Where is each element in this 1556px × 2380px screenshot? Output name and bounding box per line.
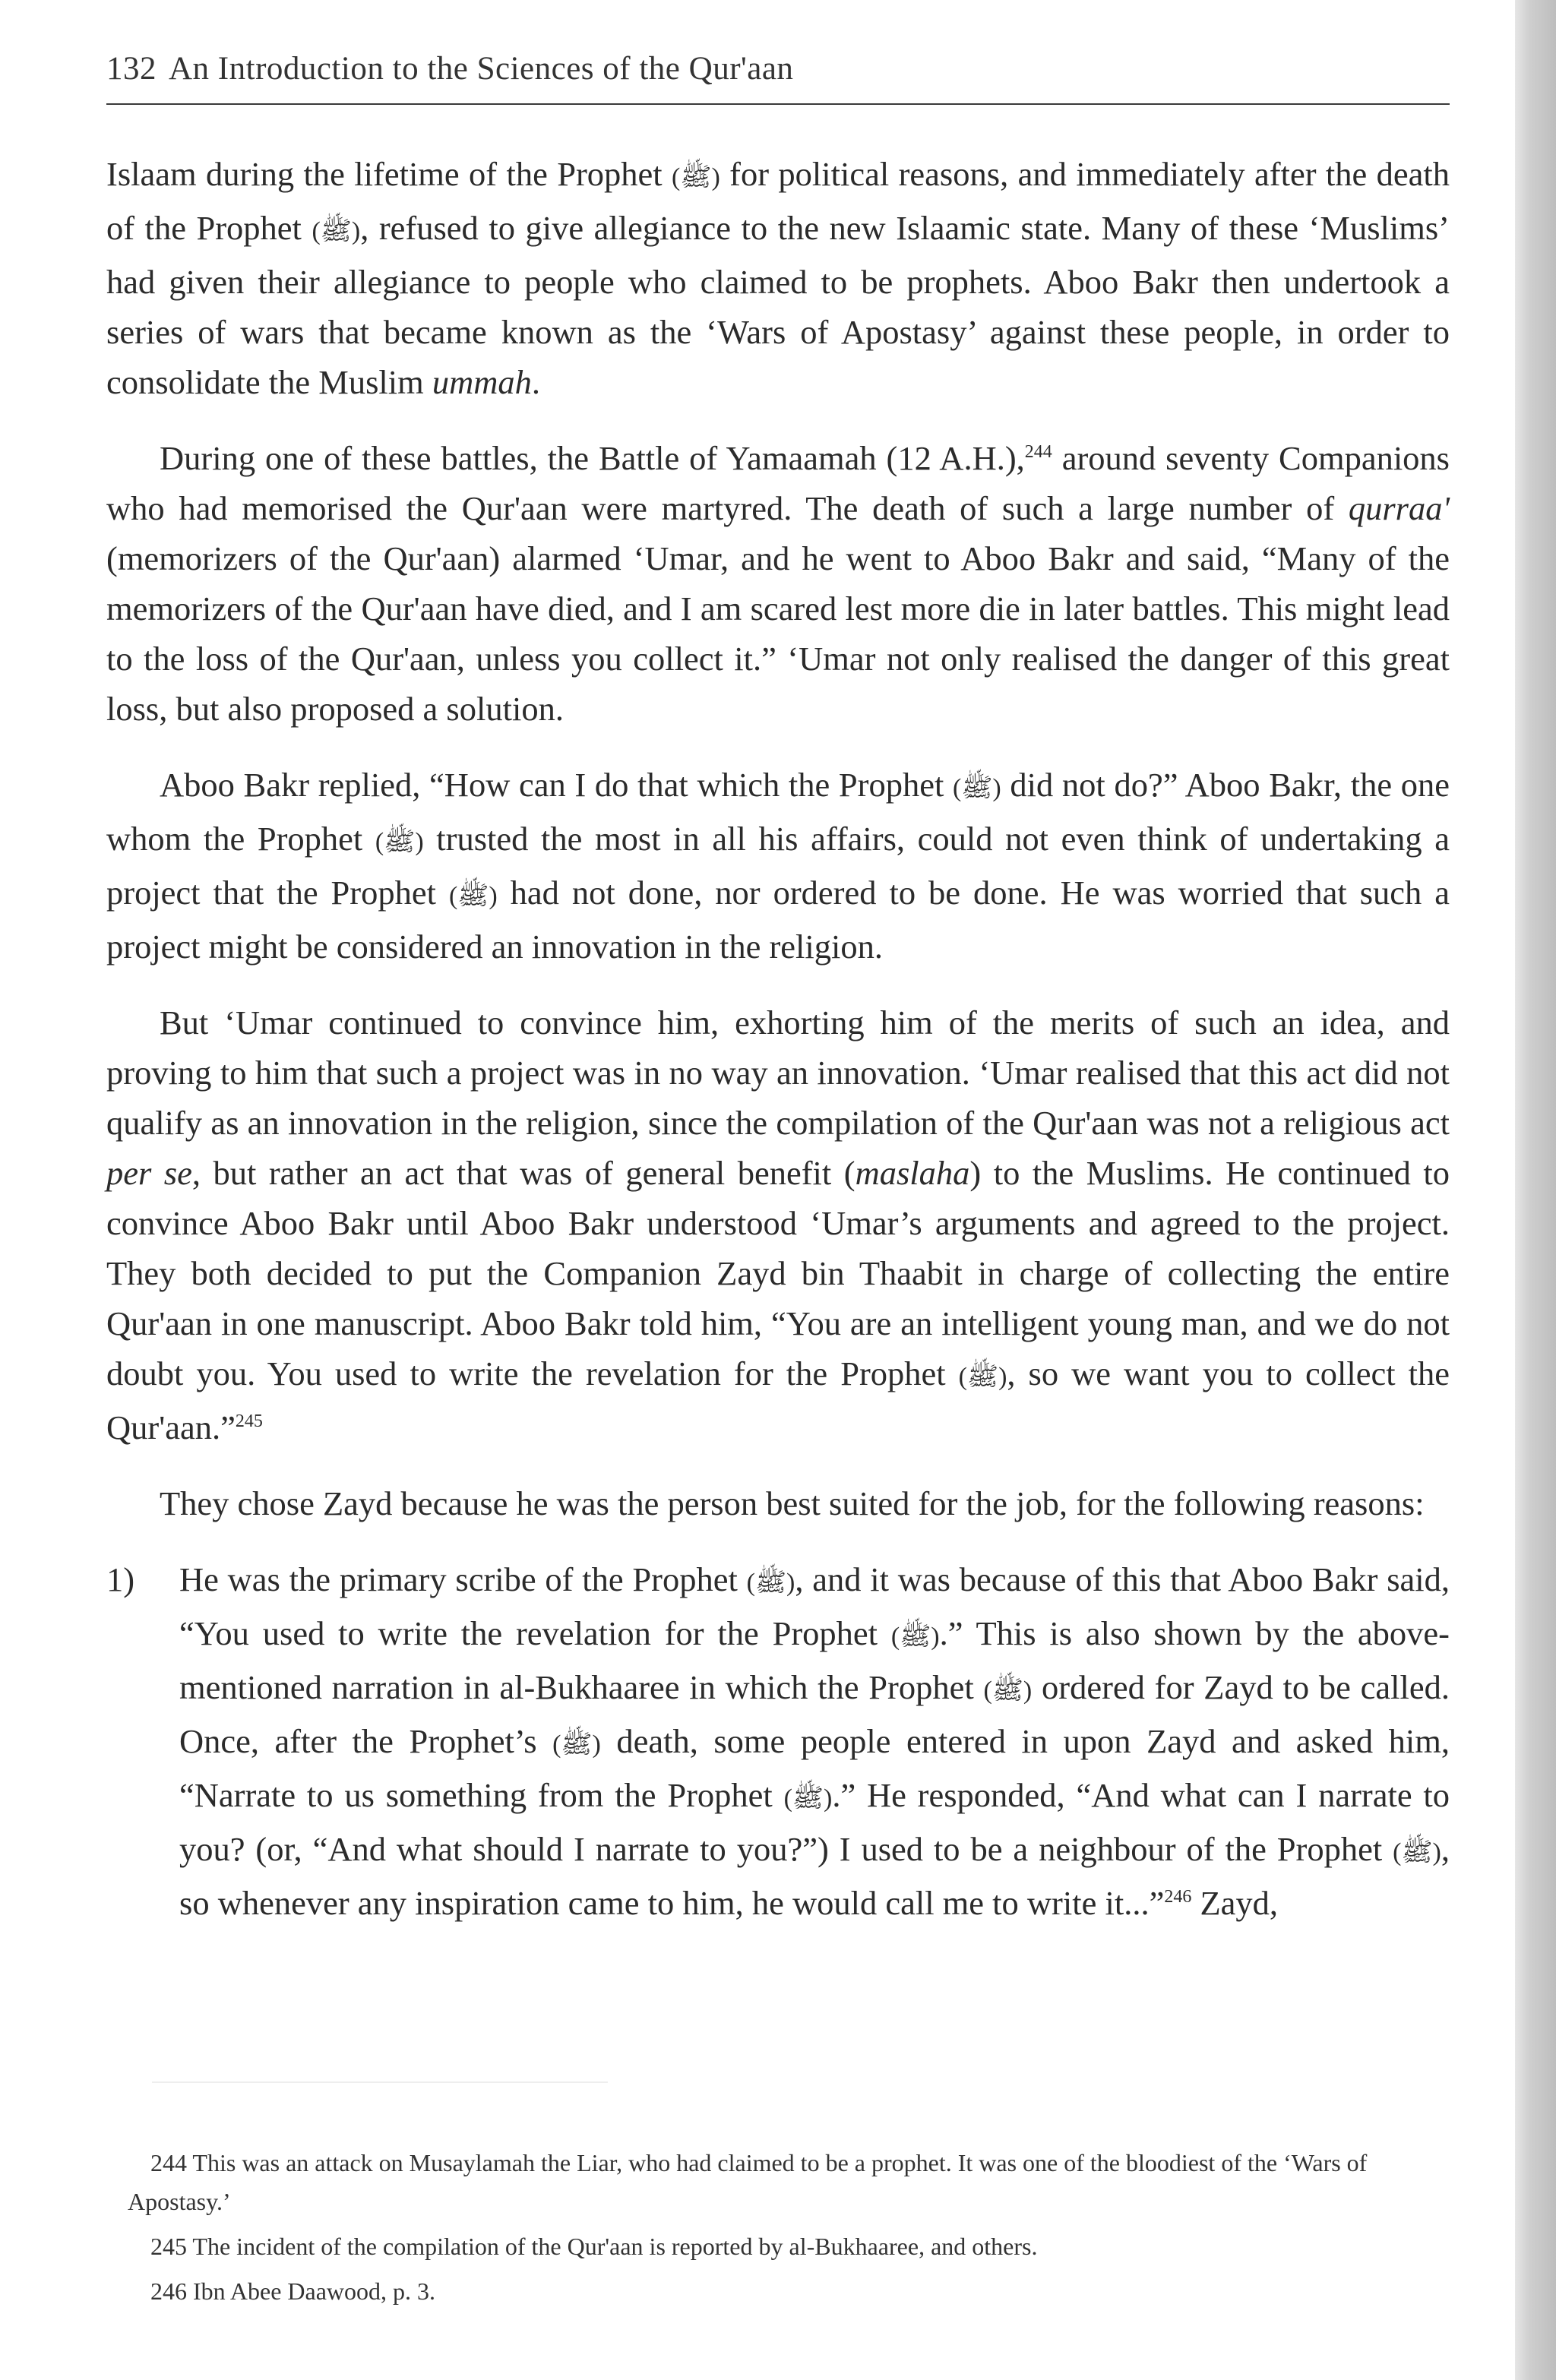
salawat-glyph: (ﷺ) [312, 217, 361, 245]
list-number: 1) [106, 1560, 135, 1598]
salawat-glyph: (ﷺ) [958, 1363, 1007, 1391]
paragraph-4: But ‘Umar continued to convince him, exhorting him of the merits of such an idea, and proving to him that such a project was in no way an innovation. ‘Umar realised that this act did not qualify as an innovation in the religion, since the compilation of the Qur'aan was not a religious act per se, but rather an act that was of general benefit (maslaha) to the Muslims. He continued to convince Aboo Bakr until Aboo Bakr understood ‘Umar’s arguments and agreed to the project. They both decided to put the Companion Zayd bin Thaabit in charge of collecting the entire Qur'aan in one manuscript. Aboo Bakr told him, “You are an intelligent young man, and we do not doubt you. You used to write the revelation for the Prophet (ﷺ), so we want you to collect the Qur'aan.”$^{245}$ [106, 1004, 1450, 1446]
salawat-glyph: (ﷺ) [552, 1730, 601, 1759]
salawat-glyph: (ﷺ) [953, 774, 1001, 802]
salawat-glyph: (ﷺ) [746, 1569, 795, 1597]
paragraph-1: Islaam during the lifetime of the Prophet (ﷺ) for political reasons, and immediately after the death of the Prophet (ﷺ), refused to give allegiance to the new Islaamic state. Many of these ‘Muslims’ had given their allegiance to people who claimed to be prophets. Aboo Bakr then undertook a series of wars that became known as the ‘Wars of Apostasy’ against these people, in order to consolidate the Muslim ummah. [106, 155, 1450, 401]
salawat-glyph: (ﷺ) [890, 1623, 940, 1651]
footnote-ref-245: 245 [235, 1411, 263, 1432]
running-title: An Introduction to the Sciences of the Qur'aan [169, 51, 794, 87]
paragraph-5: They chose Zayd because he was the person best suited for the job, for the following reasons: [160, 1484, 1425, 1522]
footnotes [128, 2144, 1450, 2317]
footnote-ref-246: 246 [1164, 1887, 1192, 1907]
footnote-245: 245 The incident of the compilation of the Qur'aan is reported by al-Bukhaaree, and others. [150, 2233, 1038, 2260]
paragraph-2: During one of these battles, the Battle of Yamaamah (12 A.H.),$^{244}$ around seventy Companions who had memorised the Qur'aan were martyred. The death of such a large number of qurraa' (memorizers of the Qur'aan) alarmed ‘Umar, and he went to Aboo Bakr and said, “Many of the memorizers of the Qur'aan have died, and I am scared lest more die in later battles. This might lead to the loss of the Qur'aan, unless you collect it.” ‘Umar not only realised the danger of this great loss, but also proposed a solution. [106, 439, 1450, 728]
salawat-glyph: (ﷺ) [783, 1784, 833, 1813]
footnote-ref-244: 244 [1024, 442, 1052, 463]
page-number: 132 [106, 51, 157, 87]
page-edge-shadow [1515, 0, 1556, 2380]
salawat-glyph: (ﷺ) [375, 828, 424, 856]
salawat-glyph: (ﷺ) [448, 882, 498, 910]
paragraph-3: Aboo Bakr replied, “How can I do that which the Prophet (ﷺ) did not do?” Aboo Bakr, the one whom the Prophet (ﷺ) trusted the most in all his affairs, could not even think of undertaking a project that the Prophet (ﷺ) had not done, nor ordered to be done. He was worried that such a project might be considered an innovation in the religion. [106, 766, 1450, 966]
header-rule [106, 103, 1450, 105]
salawat-glyph: (ﷺ) [672, 163, 720, 191]
list-item: 1) He was the primary scribe of the Prophet (ﷺ), and it was because of this that Aboo Bakr said, “You used to write the revelation for the Prophet (ﷺ).” This is also shown by the above-mentioned narration in al-Bukhaaree in which the Prophet (ﷺ) ordered for Zayd to be called. Once, after the Prophet’s (ﷺ) death, some people entered in upon Zayd and asked him, “Narrate to us something from the Prophet (ﷺ).” He responded, “And what can I narrate to you? (or, “And what should I narrate to you?”) I used to be a neighbour of the Prophet (ﷺ), so whenever any inspiration came to him, he would call me to write it...”$^{246}$ Zayd, [106, 1554, 1450, 1928]
running-header [106, 50, 793, 87]
footnote-244: 244 This was an attack on Musaylamah the Liar, who had claimed to be a prophet. It was one of the bloodiest of the ‘Wars of Apostasy.’ [128, 2149, 1368, 2215]
body-text [106, 149, 1450, 1928]
footnote-246: 246 Ibn Abee Daawood, p. 3. [150, 2277, 436, 2305]
footnote-separator [152, 2081, 608, 2083]
salawat-glyph: (ﷺ) [983, 1677, 1033, 1705]
salawat-glyph: (ﷺ) [1393, 1838, 1441, 1866]
